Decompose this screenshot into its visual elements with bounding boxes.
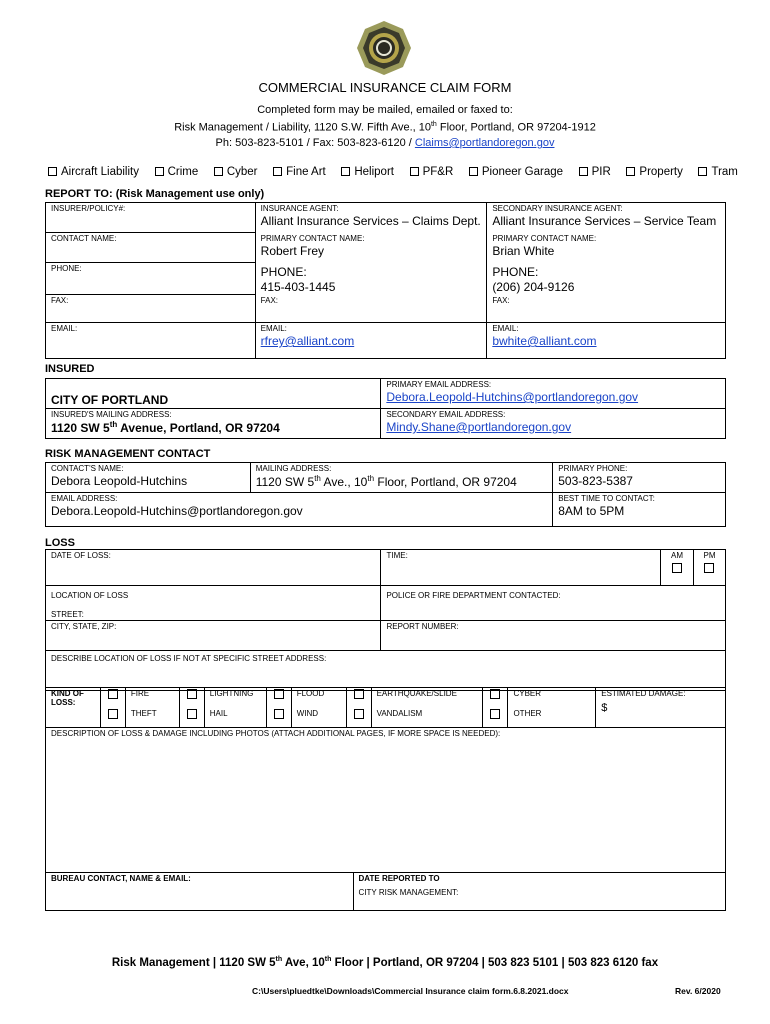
kind-wind: WIND [291,708,346,728]
kind-hail: HAIL [204,708,266,728]
date-of-loss-field[interactable]: DATE OF LOSS: [46,550,381,586]
contact-line: Ph: 503-823-5101 / Fax: 503-823-6120 / Claims@portlandoregon.gov [215,137,555,149]
checkbox-icon[interactable] [469,167,478,176]
checkbox-icon[interactable] [341,167,350,176]
category-2[interactable] [214,166,258,178]
describe-location-field[interactable]: DESCRIBE LOCATION OF LOSS IF NOT AT SPECIFIC STREET ADDRESS: [46,651,726,691]
city-state-zip-field[interactable]: CITY, STATE, ZIP: [46,621,381,651]
secondary-email-field[interactable]: EMAIL: bwhite@alliant.com [487,323,726,359]
checkbox-icon[interactable] [214,167,223,176]
police-contacted-field[interactable]: POLICE OR FIRE DEPARTMENT CONTACTED: [381,586,726,621]
primary-contact-field[interactable]: PRIMARY CONTACT NAME: Robert Frey [255,233,487,263]
insurer-policy-field[interactable]: INSURER/POLICY#: [46,203,256,233]
category-label: PF&R [422,166,454,178]
checkbox-icon[interactable] [48,167,57,176]
hail-checkbox[interactable] [187,709,197,719]
category-label: Fine Art [286,166,326,178]
secondary-fax-field[interactable]: FAX: [487,295,726,323]
best-time-field[interactable]: BEST TIME TO CONTACT: 8AM to 5PM [553,493,726,527]
footer-address: Risk Management | 1120 SW 5th Ave, 10th Floor | Portland, OR 97204 | 503 823 5101 | 503 823 6120 fax [111,956,659,969]
rmc-contact-field[interactable]: CONTACT'S NAME: Debora Leopold-Hutchins [46,463,251,493]
phone-field[interactable]: PHONE: [46,263,256,295]
mailing-address-line: Risk Management / Liability, 1120 S.W. Fifth Ave., 10th Floor, Portland, OR 97204-1912 [174,121,596,134]
agent-fax-field[interactable]: FAX: [255,295,487,323]
flood-checkbox[interactable] [274,689,284,699]
loss-table [45,549,726,691]
category-3[interactable] [273,166,326,178]
secondary-contact-field[interactable]: PRIMARY CONTACT NAME: Brian White [487,233,726,263]
fax-field[interactable]: FAX: [46,295,256,323]
checkbox-icon[interactable] [626,167,635,176]
other-checkbox[interactable] [490,709,500,719]
rmc-email-field[interactable]: EMAIL ADDRESS: Debora.Leopold-Hutchins@portlandoregon.gov [46,493,553,527]
am-option[interactable]: AM [661,550,694,586]
category-8[interactable] [626,166,682,178]
category-label: Aircraft Liability [61,166,139,178]
claims-email-link[interactable]: Claims@portlandoregon.gov [414,137,555,149]
secondary-email-field-insured[interactable]: SECONDARY EMAIL ADDRESS: Mindy.Shane@portlandoregon.gov [381,409,726,439]
category-7[interactable] [579,166,611,178]
agent-email-field[interactable]: EMAIL: rfrey@alliant.com [255,323,487,359]
checkbox-icon[interactable] [155,167,164,176]
email-field[interactable]: EMAIL: [46,323,256,359]
loss-heading: LOSS [45,537,75,549]
report-to-heading: REPORT TO: (Risk Management use only) [45,188,265,200]
report-number-field[interactable]: REPORT NUMBER: [381,621,726,651]
vandalism-checkbox[interactable] [354,709,364,719]
insurance-agent-field[interactable]: INSURANCE AGENT: Alliant Insurance Services – Claims Dept. [255,203,487,233]
instruction-line: Completed form may be mailed, emailed or faxed to: [257,104,513,116]
rmc-phone-field[interactable]: PRIMARY PHONE: 503-823-5387 [553,463,726,493]
kind-other: OTHER [508,708,596,728]
checkbox-icon[interactable] [698,167,707,176]
kind-earthquake: EARTHQUAKE/SLIDE [371,688,483,708]
kind-flood: FLOOD [291,688,346,708]
time-field[interactable]: TIME: [381,550,661,586]
rmc-table [45,462,726,527]
category-4[interactable] [341,166,394,178]
kind-fire: FIRE [125,688,179,708]
category-label: Pioneer Garage [481,166,564,178]
category-5[interactable] [410,166,454,178]
file-path: C:\Users\pluedtke\Downloads\Commercial Insurance claim form.6.8.2021.docx [252,986,569,996]
kind-lightning: LIGHTNING [204,688,266,708]
insured-mailing-field[interactable]: INSURED'S MAILING ADDRESS: 1120 SW 5th Avenue, Portland, OR 97204 [46,409,381,439]
category-0[interactable] [48,166,139,178]
category-label: Property [639,166,683,178]
category-label: Cyber [226,166,258,178]
theft-checkbox[interactable] [108,709,118,719]
report-to-table [45,202,726,359]
estimated-damage-field[interactable]: ESTIMATED DAMAGE: $ [596,688,726,728]
insured-name-field[interactable]: CITY OF PORTLAND [46,379,381,409]
kind-of-loss-table [45,687,726,728]
agent-phone-field[interactable]: PHONE: 415-403-1445 [255,263,487,295]
insured-table [45,378,726,439]
cyber-checkbox[interactable] [490,689,500,699]
category-label: Crime [167,166,199,178]
fire-checkbox[interactable] [108,689,118,699]
category-label: PIR [591,166,611,178]
description-table [45,727,726,911]
kind-cyber: CYBER [508,688,596,708]
rmc-mailing-field[interactable]: MAILING ADDRESS: 1120 SW 5th Ave., 10th Floor, Portland, OR 97204 [250,463,553,493]
revision-label: Rev. 6/2020 [675,986,721,996]
form-title: COMMERCIAL INSURANCE CLAIM FORM [258,80,512,95]
earthquake-checkbox[interactable] [354,689,364,699]
primary-email-field[interactable]: PRIMARY EMAIL ADDRESS: Debora.Leopold-Hutchins@portlandoregon.gov [381,379,726,409]
kind-theft: THEFT [125,708,179,728]
contact-name-field[interactable]: CONTACT NAME: [46,233,256,263]
category-label: Tram [711,166,738,178]
category-1[interactable] [155,166,199,178]
category-label: Heliport [354,166,394,178]
checkbox-icon[interactable] [579,167,588,176]
checkbox-icon[interactable] [273,167,282,176]
kind-vandalism: VANDALISM [371,708,483,728]
kind-of-loss-label: KIND OF LOSS: [46,688,101,728]
rmc-heading: RISK MANAGEMENT CONTACT [45,448,211,460]
pm-checkbox[interactable] [704,563,714,573]
checkbox-icon[interactable] [410,167,419,176]
lightning-checkbox[interactable] [187,689,197,699]
pm-option[interactable]: PM [693,550,725,586]
city-seal-logo [356,20,412,76]
category-9[interactable] [698,166,737,178]
date-reported-field[interactable]: DATE REPORTED TO CITY RISK MANAGEMENT: [353,873,725,911]
secondary-phone-field[interactable]: PHONE: (206) 204-9126 [487,263,726,295]
bureau-contact-field[interactable]: BUREAU CONTACT, NAME & EMAIL: [46,873,354,911]
location-street-field[interactable]: LOCATION OF LOSS STREET: [46,586,381,621]
am-checkbox[interactable] [672,563,682,573]
category-checkboxes [48,166,738,178]
description-field[interactable]: DESCRIPTION OF LOSS & DAMAGE INCLUDING PHOTOS (ATTACH ADDITIONAL PAGES, IF MORE SPACE IS NEEDED): [46,728,726,873]
secondary-agent-field[interactable]: SECONDARY INSURANCE AGENT: Alliant Insurance Services – Service Team [487,203,726,233]
insured-heading: INSURED [45,363,95,375]
category-6[interactable] [469,166,563,178]
wind-checkbox[interactable] [274,709,284,719]
